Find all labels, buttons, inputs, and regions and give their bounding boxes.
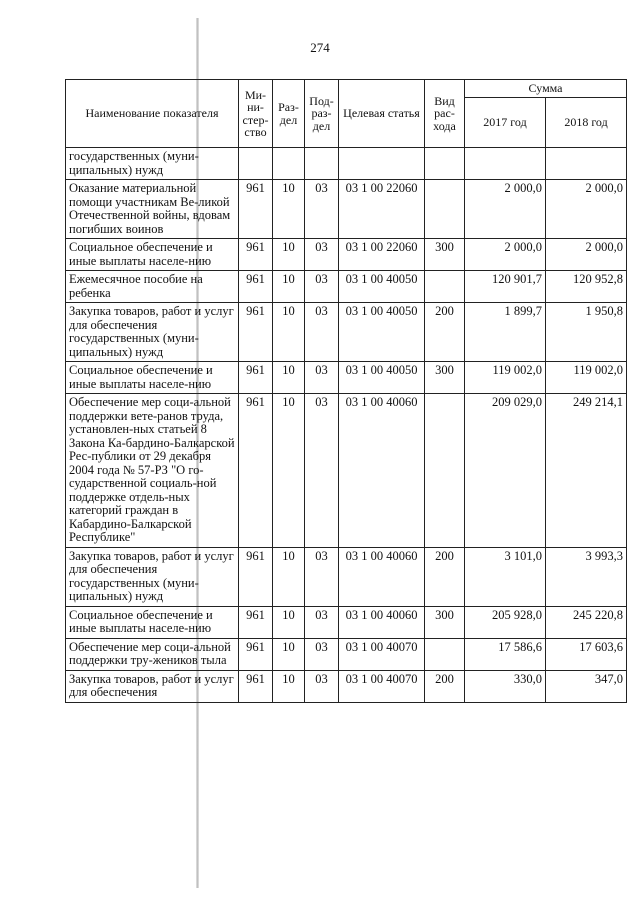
budget-table	[65, 79, 627, 703]
row-name: Обеспечение мер соци-альной поддержки тру-жеников тыла	[66, 638, 239, 670]
row-name: государственных (муни-ципальных) нужд	[66, 148, 239, 180]
row-subsection: 03	[305, 362, 339, 394]
header-year-2018: 2018 год	[546, 98, 627, 148]
row-expense-type: 200	[425, 547, 465, 606]
row-name: Социальное обеспечение и иные выплаты населе-нию	[66, 362, 239, 394]
row-expense-type: 300	[425, 239, 465, 271]
row-sum-2017: 1 899,7	[465, 303, 546, 362]
row-ministry: 961	[239, 303, 273, 362]
table-row	[66, 606, 627, 638]
row-sum-2018: 3 993,3	[546, 547, 627, 606]
row-section: 10	[273, 606, 305, 638]
header-sum: Сумма	[465, 80, 627, 98]
table-row	[66, 148, 627, 180]
row-ministry: 961	[239, 670, 273, 702]
row-name: Обеспечение мер соци-альной поддержки вете-ранов труда, установлен-ных статьей 8 Закона Ка-бардино-Балкарской Рес-публики от 29 декабря 2004 года № 57-РЗ "О го-сударственной социаль-ной поддержке отдель-ных категорий граждан в Кабардино-Балкарской Республике"	[66, 394, 239, 548]
row-sum-2017: 330,0	[465, 670, 546, 702]
row-expense-type: 300	[425, 362, 465, 394]
row-subsection: 03	[305, 670, 339, 702]
header-target: Целевая статья	[339, 80, 425, 148]
row-target	[339, 148, 425, 180]
row-sum-2017: 3 101,0	[465, 547, 546, 606]
row-sum-2018: 2 000,0	[546, 239, 627, 271]
row-target: 03 1 00 40060	[339, 606, 425, 638]
row-target: 03 1 00 22060	[339, 180, 425, 239]
row-section: 10	[273, 239, 305, 271]
row-target: 03 1 00 40070	[339, 638, 425, 670]
row-target: 03 1 00 40050	[339, 303, 425, 362]
row-subsection: 03	[305, 239, 339, 271]
table-row	[66, 547, 627, 606]
row-sum-2017: 205 928,0	[465, 606, 546, 638]
row-subsection: 03	[305, 547, 339, 606]
row-ministry	[239, 148, 273, 180]
row-target: 03 1 00 40060	[339, 547, 425, 606]
row-target: 03 1 00 40070	[339, 670, 425, 702]
row-section: 10	[273, 180, 305, 239]
row-subsection	[305, 148, 339, 180]
row-section: 10	[273, 271, 305, 303]
row-name: Закупка товаров, работ и услуг для обеспечения государственных (муни-ципальных) нужд	[66, 547, 239, 606]
row-name: Закупка товаров, работ и услуг для обеспечения	[66, 670, 239, 702]
row-ministry: 961	[239, 394, 273, 548]
row-section	[273, 148, 305, 180]
row-section: 10	[273, 547, 305, 606]
row-expense-type	[425, 180, 465, 239]
table-row	[66, 303, 627, 362]
row-target: 03 1 00 40050	[339, 271, 425, 303]
table-row	[66, 638, 627, 670]
row-name: Оказание материальной помощи участникам Ве-ликой Отечественной войны, вдовам погибших воинов	[66, 180, 239, 239]
header-name: Наименование показателя	[66, 80, 239, 148]
row-expense-type	[425, 394, 465, 548]
row-expense-type	[425, 638, 465, 670]
row-sum-2018: 119 002,0	[546, 362, 627, 394]
row-name: Ежемесячное пособие на ребенка	[66, 271, 239, 303]
row-section: 10	[273, 394, 305, 548]
row-name: Закупка товаров, работ и услуг для обеспечения государственных (муни-ципальных) нужд	[66, 303, 239, 362]
row-name: Социальное обеспечение и иные выплаты населе-нию	[66, 606, 239, 638]
table-row	[66, 271, 627, 303]
row-sum-2018: 1 950,8	[546, 303, 627, 362]
row-sum-2018: 2 000,0	[546, 180, 627, 239]
header-section: Раз-дел	[273, 80, 305, 148]
row-target: 03 1 00 40060	[339, 394, 425, 548]
row-expense-type: 200	[425, 303, 465, 362]
row-name: Социальное обеспечение и иные выплаты населе-нию	[66, 239, 239, 271]
row-sum-2018: 245 220,8	[546, 606, 627, 638]
row-subsection: 03	[305, 606, 339, 638]
row-target: 03 1 00 40050	[339, 362, 425, 394]
row-sum-2018: 347,0	[546, 670, 627, 702]
row-sum-2018: 249 214,1	[546, 394, 627, 548]
row-ministry: 961	[239, 239, 273, 271]
row-sum-2017: 119 002,0	[465, 362, 546, 394]
row-subsection: 03	[305, 394, 339, 548]
row-sum-2017: 209 029,0	[465, 394, 546, 548]
page-number: 274	[310, 40, 330, 55]
table-row	[66, 362, 627, 394]
row-subsection: 03	[305, 638, 339, 670]
row-subsection: 03	[305, 271, 339, 303]
row-ministry: 961	[239, 547, 273, 606]
row-sum-2018: 120 952,8	[546, 271, 627, 303]
row-sum-2017: 2 000,0	[465, 180, 546, 239]
row-section: 10	[273, 670, 305, 702]
row-ministry: 961	[239, 180, 273, 239]
header-ministry: Ми-ни-стер-ство	[239, 80, 273, 148]
table-row	[66, 180, 627, 239]
header-year-2017: 2017 год	[465, 98, 546, 148]
row-ministry: 961	[239, 606, 273, 638]
header-expense-type: Вид рас-хода	[425, 80, 465, 148]
row-expense-type: 200	[425, 670, 465, 702]
row-sum-2017: 120 901,7	[465, 271, 546, 303]
row-subsection: 03	[305, 303, 339, 362]
row-ministry: 961	[239, 271, 273, 303]
row-section: 10	[273, 362, 305, 394]
row-ministry: 961	[239, 638, 273, 670]
row-section: 10	[273, 638, 305, 670]
row-expense-type: 300	[425, 606, 465, 638]
table-row	[66, 394, 627, 548]
row-expense-type	[425, 271, 465, 303]
header-subsection: Под-раз-дел	[305, 80, 339, 148]
table-row	[66, 670, 627, 702]
row-expense-type	[425, 148, 465, 180]
row-sum-2017: 2 000,0	[465, 239, 546, 271]
row-sum-2018	[546, 148, 627, 180]
row-subsection: 03	[305, 180, 339, 239]
table-row	[66, 239, 627, 271]
row-ministry: 961	[239, 362, 273, 394]
row-sum-2018: 17 603,6	[546, 638, 627, 670]
row-target: 03 1 00 22060	[339, 239, 425, 271]
row-section: 10	[273, 303, 305, 362]
row-sum-2017	[465, 148, 546, 180]
row-sum-2017: 17 586,6	[465, 638, 546, 670]
